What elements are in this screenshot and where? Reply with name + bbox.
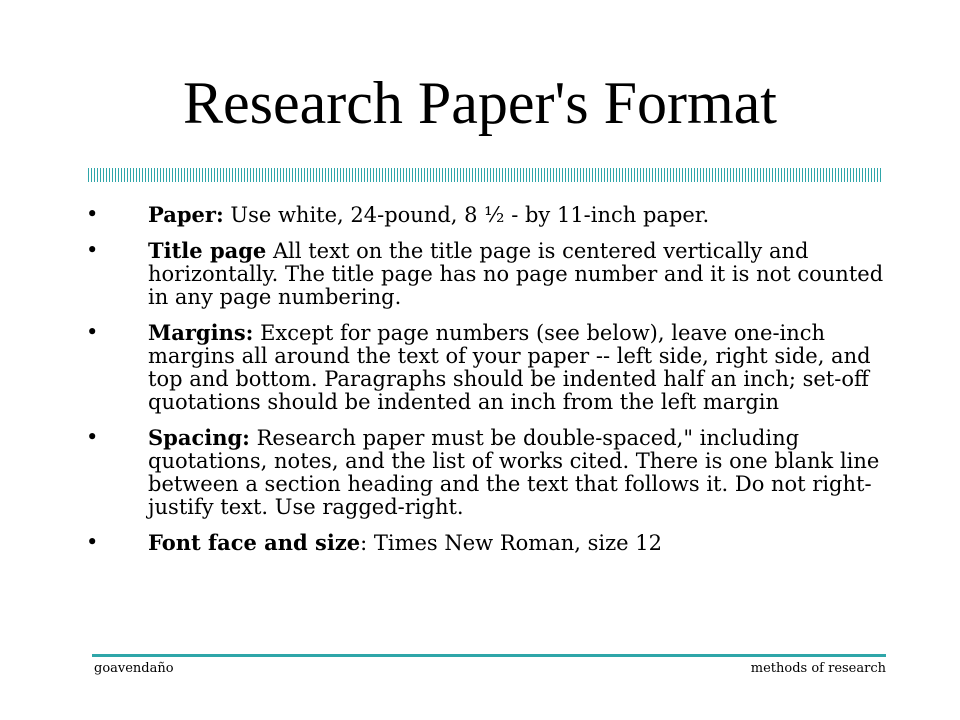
bullet-lead: Font face and size bbox=[148, 530, 361, 555]
bullet-text: : Times New Roman, size 12 bbox=[360, 531, 662, 555]
bullet-icon: • bbox=[86, 425, 99, 449]
bullet-list bbox=[0, 203, 960, 567]
bullet-text: All text on the title page is centered vertically and horizontally. The title page has no page number and it is not counted in any page numbering. bbox=[148, 239, 884, 309]
bullet-icon: • bbox=[86, 530, 99, 554]
bullet-item-spacing bbox=[0, 426, 960, 519]
footer-course: methods of research bbox=[750, 661, 886, 676]
bullet-item-title-page bbox=[0, 239, 960, 309]
bullet-item-margins bbox=[0, 321, 960, 414]
bullet-item-paper bbox=[0, 203, 960, 227]
bullet-item-font bbox=[0, 531, 960, 555]
slide-title: Research Paper's Format bbox=[183, 70, 777, 136]
bullet-text: Research paper must be double-spaced," including quotations, notes, and the list of works cited. There is one blank line between a section heading and the text that follows it. Do not right-justify text. Use ragged-right. bbox=[148, 426, 880, 519]
bullet-text: Except for page numbers (see below), leave one-inch margins all around the text of your paper -- left side, right side, and top and bottom. Paragraphs should be indented half an inch; set-off quotations should be indented an inch from the left margin bbox=[148, 321, 871, 414]
title-divider bbox=[88, 168, 882, 182]
bullet-lead: Margins: bbox=[148, 320, 254, 345]
bullet-icon: • bbox=[86, 202, 99, 226]
bullet-lead: Title page bbox=[148, 238, 267, 263]
bullet-lead: Paper: bbox=[148, 202, 224, 227]
bullet-icon: • bbox=[86, 320, 99, 344]
footer-author: goavendaño bbox=[94, 661, 174, 676]
bullet-lead: Spacing: bbox=[148, 425, 250, 450]
bullet-text: Use white, 24-pound, 8 ½ - by 11-inch paper. bbox=[223, 203, 710, 227]
bullet-icon: • bbox=[86, 238, 99, 262]
footer-divider bbox=[92, 654, 886, 657]
